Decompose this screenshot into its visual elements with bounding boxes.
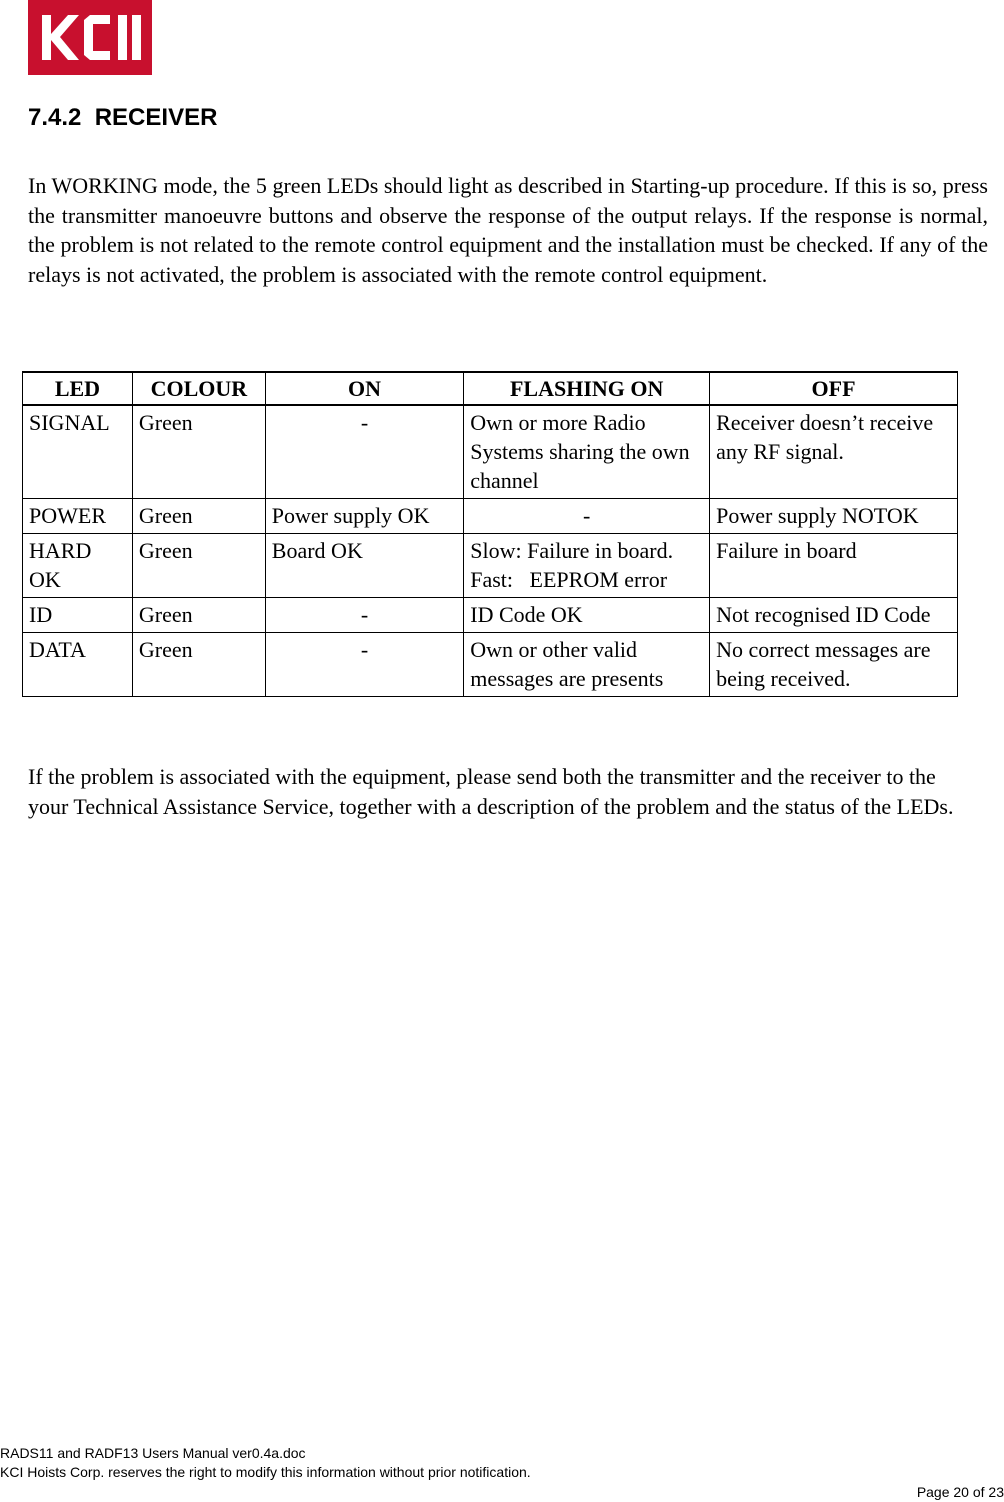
cell-on: - bbox=[265, 598, 463, 633]
cell-led: POWER bbox=[23, 499, 133, 534]
cell-led: SIGNAL bbox=[23, 405, 133, 499]
cell-flashing: Own or other valid messages are presents bbox=[464, 633, 710, 697]
cell-off: Failure in board bbox=[710, 534, 958, 598]
cell-led: HARD OK bbox=[23, 534, 133, 598]
cell-on: Board OK bbox=[265, 534, 463, 598]
footer-notice: KCI Hoists Corp. reserves the right to modify this information without prior notification. bbox=[0, 1464, 531, 1480]
kci-logo bbox=[28, 0, 152, 75]
cell-on: Power supply OK bbox=[265, 499, 463, 534]
cell-colour: Green bbox=[132, 499, 265, 534]
cell-colour: Green bbox=[132, 598, 265, 633]
section-heading: 7.4.2 RECEIVER bbox=[28, 104, 218, 131]
header-colour: COLOUR bbox=[132, 372, 265, 405]
cell-led: ID bbox=[23, 598, 133, 633]
footer-doc-name: RADS11 and RADF13 Users Manual ver0.4a.doc bbox=[0, 1445, 306, 1461]
cell-off: Power supply NOTOK bbox=[710, 499, 958, 534]
flashing-slow-text: Slow: Failure in board. bbox=[470, 538, 674, 563]
footer-page-number: Page 20 of 23 bbox=[916, 1484, 1004, 1500]
cell-on: - bbox=[265, 405, 463, 499]
header-led: LED bbox=[23, 372, 133, 405]
table-header-row bbox=[23, 372, 958, 405]
closing-paragraph: If the problem is associated with the equipment, please send both the transmitter and the receiver to the your Technical Assistance Service, together with a description of the problem and the status of the LEDs. bbox=[28, 764, 954, 819]
cell-colour: Green bbox=[132, 633, 265, 697]
table-row bbox=[23, 598, 958, 633]
cell-flashing: Own or more Radio Systems sharing the own channel bbox=[464, 405, 710, 499]
kci-logo-mark bbox=[28, 0, 152, 75]
table-row bbox=[23, 534, 958, 598]
cell-flashing: ID Code OK bbox=[464, 598, 710, 633]
table-row bbox=[23, 405, 958, 499]
header-on: ON bbox=[265, 372, 463, 405]
cell-colour: Green bbox=[132, 534, 265, 598]
cell-flashing bbox=[464, 534, 710, 598]
header-flashing-on: FLASHING ON bbox=[464, 372, 710, 405]
cell-led: DATA bbox=[23, 633, 133, 697]
cell-off: Not recognised ID Code bbox=[710, 598, 958, 633]
table-row bbox=[23, 633, 958, 697]
header-off: OFF bbox=[710, 372, 958, 405]
cell-flashing: - bbox=[464, 499, 710, 534]
flashing-fast-text: Fast: EEPROM error bbox=[470, 567, 668, 592]
table-row bbox=[23, 499, 958, 534]
led-status-table bbox=[22, 371, 958, 697]
cell-off: No correct messages are being received. bbox=[710, 633, 958, 697]
cell-off: Receiver doesn’t receive any RF signal. bbox=[710, 405, 958, 499]
cell-colour: Green bbox=[132, 405, 265, 499]
cell-on: - bbox=[265, 633, 463, 697]
intro-paragraph: In WORKING mode, the 5 green LEDs should light as described in Starting-up procedure. If this is so, press the transmitter manoeuvre buttons and observe the response of the output relays. If the response is normal, the problem is not related to the remote control equipment and the installation must be checked. If any of the relays is not activated, the problem is associated with the remote control equipment. bbox=[28, 173, 988, 287]
